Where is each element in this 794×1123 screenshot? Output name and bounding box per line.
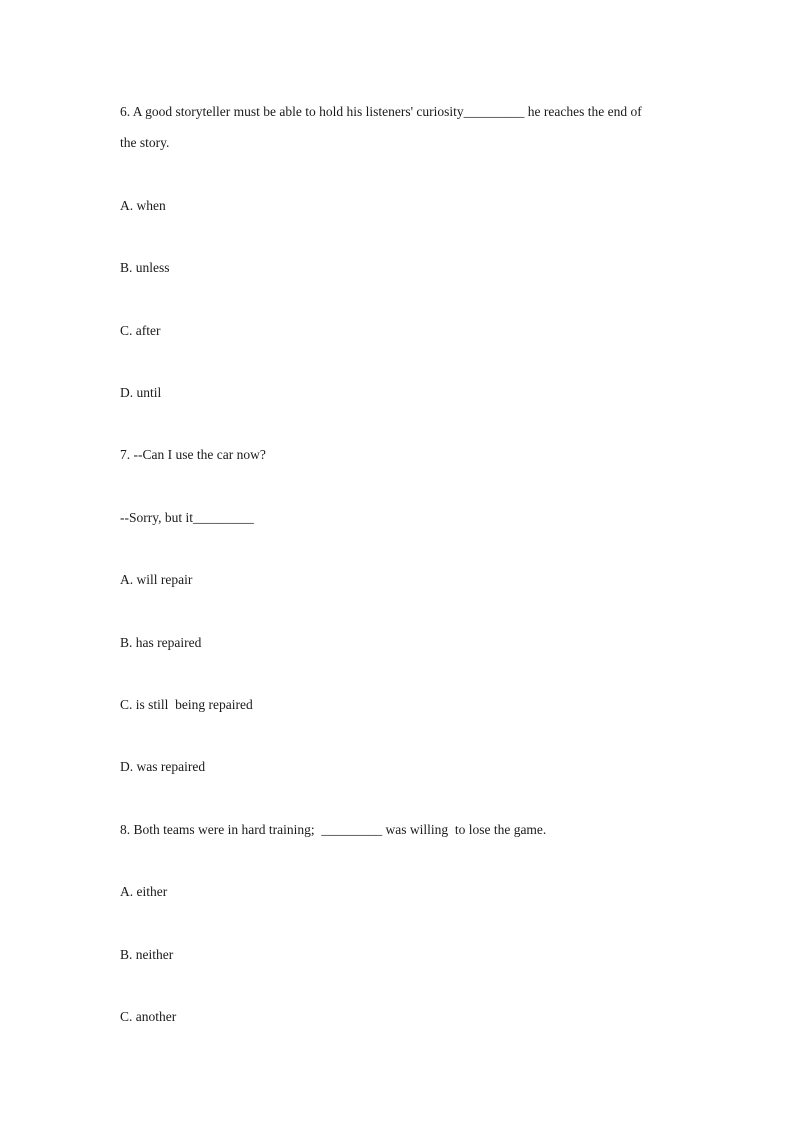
question-6-stem-line1: 6. A good storyteller must be able to hold his listeners' curiosity_________ he reaches the end of — [120, 104, 642, 119]
question-7-option-b: B. has repaired — [120, 635, 202, 650]
question-7-stem-line1: 7. --Can I use the car now? — [120, 447, 266, 462]
question-8-option-a: A. either — [120, 884, 168, 899]
question-7-option-c: C. is still being repaired — [120, 697, 253, 712]
question-8-option-c: C. another — [120, 1009, 177, 1024]
question-7-stem-line2: --Sorry, but it_________ — [120, 510, 254, 525]
question-6-option-d: D. until — [120, 385, 162, 400]
question-6-option-a: A. when — [120, 198, 166, 213]
question-6-stem-line2: the story. — [120, 135, 170, 150]
question-8-option-b: B. neither — [120, 947, 174, 962]
question-8-stem-line1: 8. Both teams were in hard training; _________ was willing to lose the game. — [120, 822, 547, 837]
question-7-option-d: D. was repaired — [120, 759, 206, 774]
question-6-option-b: B. unless — [120, 260, 170, 275]
question-6-option-c: C. after — [120, 323, 161, 338]
question-7-option-a: A. will repair — [120, 572, 193, 587]
